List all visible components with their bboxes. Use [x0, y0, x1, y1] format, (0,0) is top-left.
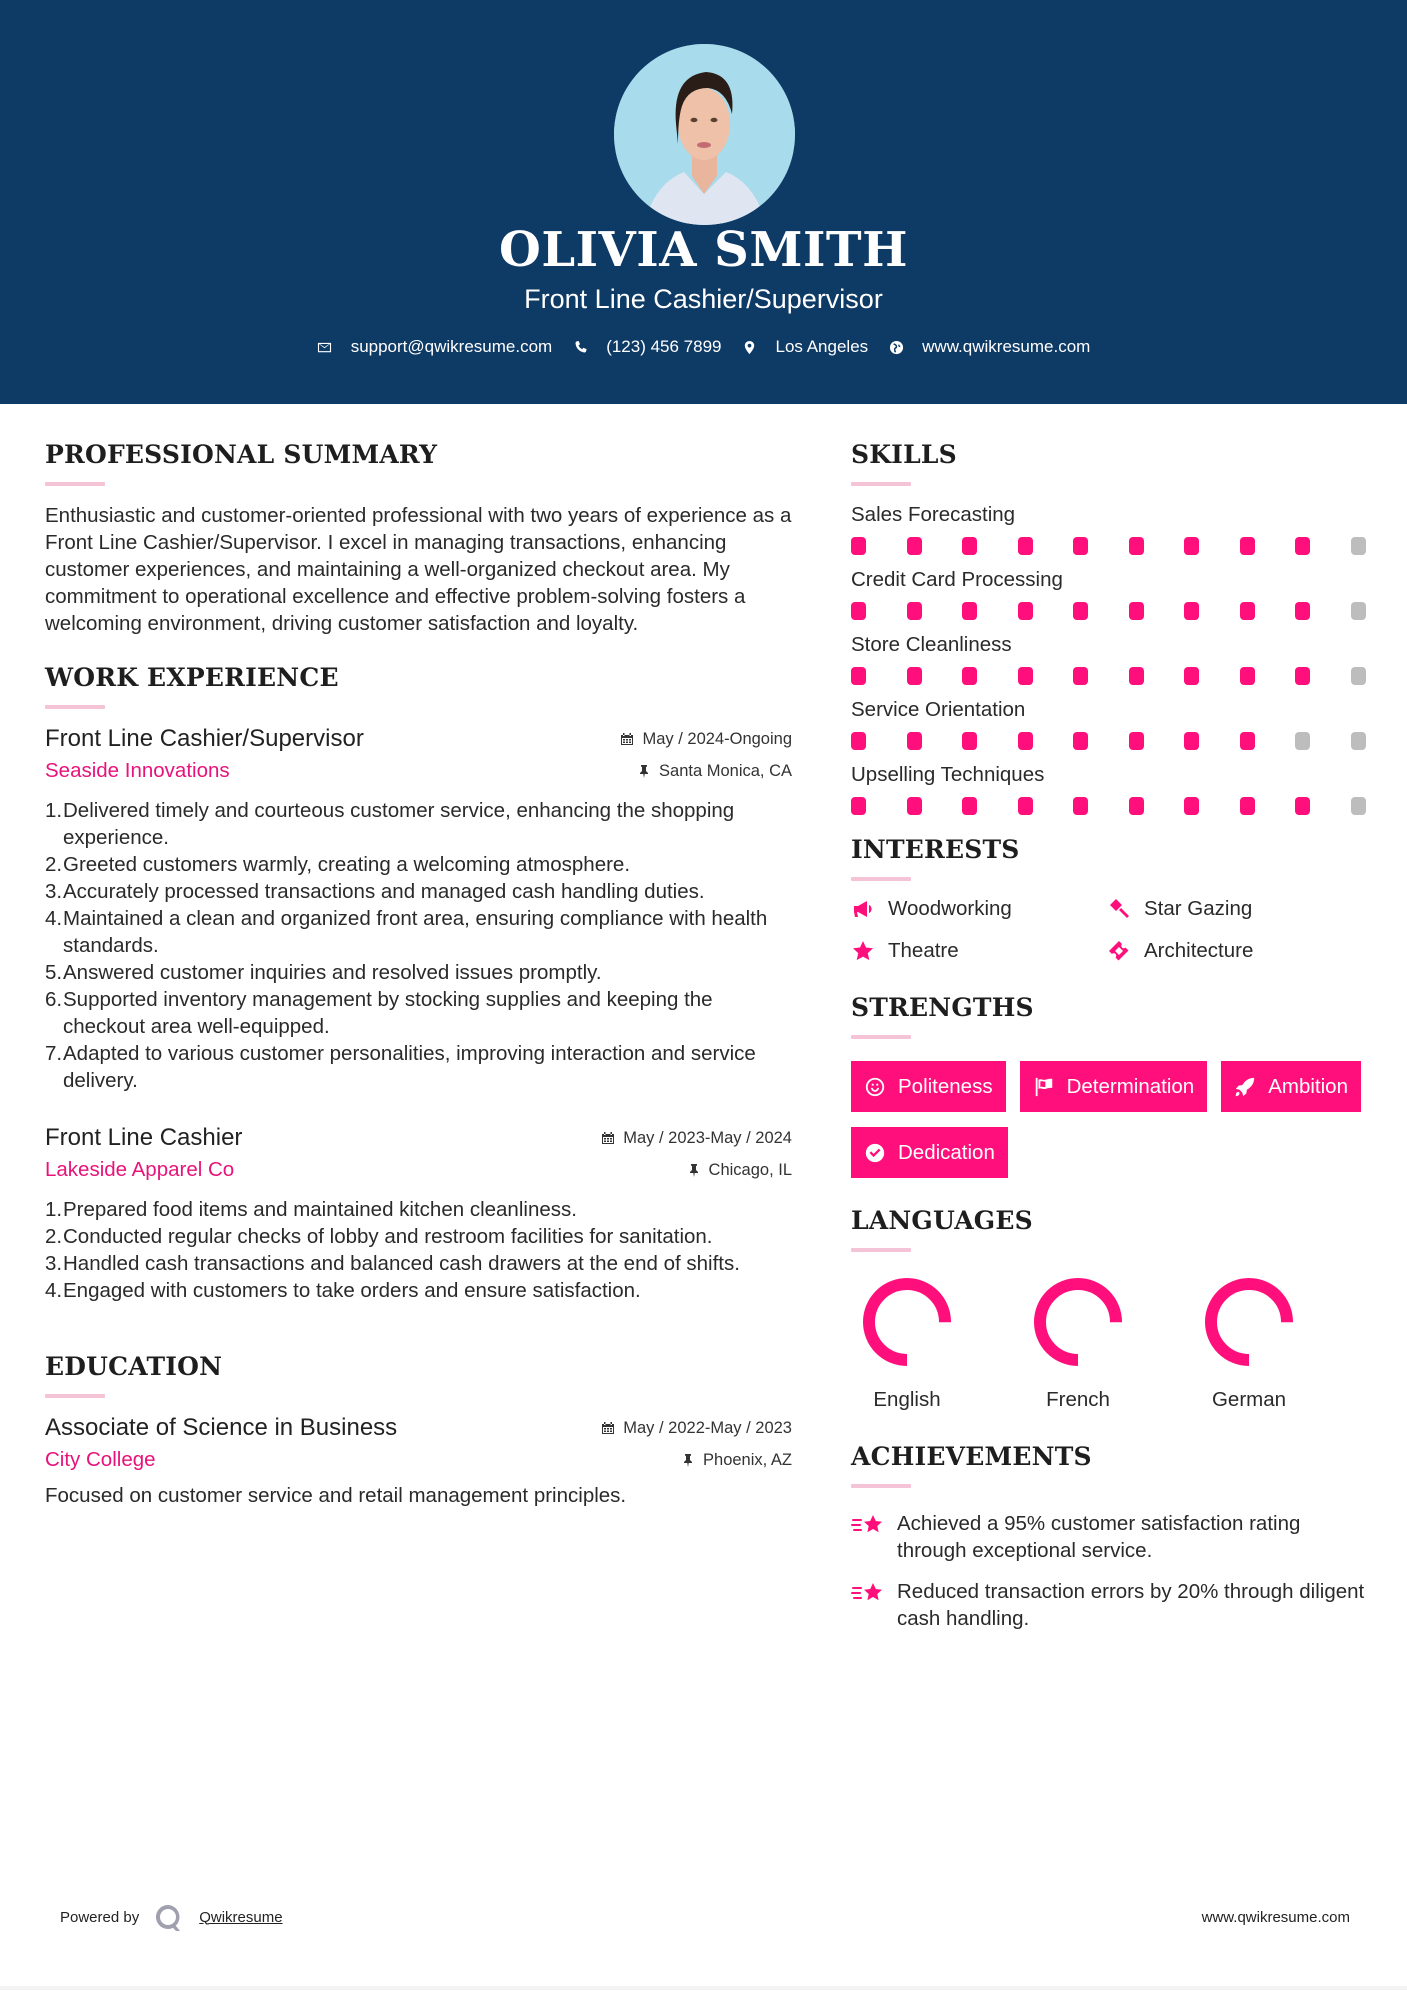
rating-dot-filled	[1240, 732, 1255, 750]
education-location-text: Phoenix, AZ	[703, 1450, 792, 1469]
contact-email[interactable]	[317, 337, 553, 357]
candidate-name: OLIVIA SMITH	[499, 222, 908, 278]
interest-item	[851, 939, 1107, 963]
rating-dot-empty	[1351, 537, 1366, 555]
website-text: www.qwikresume.com	[922, 337, 1091, 356]
left-column	[45, 440, 792, 1539]
strength-label: Dedication	[898, 1140, 995, 1164]
job-dates	[620, 730, 792, 749]
language-item	[1022, 1272, 1193, 1412]
section-divider	[45, 482, 105, 486]
job-dates-text: May / 2023-May / 2024	[623, 1128, 792, 1147]
rating-dot-filled	[1073, 537, 1088, 555]
skill-name: Store Cleanliness	[851, 633, 1012, 656]
contact-website[interactable]	[888, 337, 1090, 357]
education-location	[681, 1451, 792, 1470]
skill-item	[851, 502, 1366, 555]
rating-dot-filled	[1129, 602, 1144, 620]
section-title-languages: LANGUAGES	[851, 1206, 1033, 1235]
interest-label: Theatre	[888, 939, 959, 962]
rating-dot-filled	[851, 602, 866, 620]
school-name: City College	[45, 1448, 156, 1471]
interests-grid	[851, 897, 1366, 963]
duty-item: 3. Handled cash transactions and balanced cash drawers at the end of shifts.	[45, 1252, 740, 1275]
skills-list	[851, 502, 1366, 815]
rating-dot-filled	[1129, 667, 1144, 685]
duty-item: 4. Engaged with customers to take orders and ensure satisfaction.	[45, 1279, 641, 1302]
section-divider	[851, 877, 911, 881]
contact-phone[interactable]	[572, 337, 721, 357]
map-pin-icon	[742, 339, 758, 355]
interest-label: Star Gazing	[1144, 897, 1253, 920]
language-name: German	[1211, 1388, 1287, 1411]
rating-dot-filled	[907, 602, 922, 620]
strengths-list	[851, 1061, 1366, 1178]
rating-dot-filled	[1018, 667, 1033, 685]
section-divider	[851, 1484, 911, 1488]
section-title-interests: INTERESTS	[851, 835, 1020, 864]
calendar-icon	[601, 1421, 615, 1435]
language-name: French	[1046, 1388, 1110, 1411]
achievements-section	[851, 1442, 1366, 1632]
rating-dot-filled	[851, 537, 866, 555]
rating-dot-filled	[1073, 602, 1088, 620]
rating-dot-filled	[1129, 797, 1144, 815]
phone-text: (123) 456 7899	[606, 337, 722, 356]
rocket-icon	[1234, 1076, 1256, 1098]
achievement-text: Reduced transaction errors by 20% through diligent cash handling.	[897, 1580, 1365, 1630]
achievement-text: Achieved a 95% customer satisfaction rating through exceptional service.	[897, 1512, 1301, 1562]
section-title-education: EDUCATION	[45, 1352, 223, 1381]
skill-name: Service Orientation	[851, 698, 1026, 721]
rating-dot-filled	[851, 732, 866, 750]
rating-dot-filled	[1240, 602, 1255, 620]
strength-label: Politeness	[898, 1074, 993, 1098]
candidate-title: Front Line Cashier/Supervisor	[524, 284, 883, 314]
powered-by-text: Powered by	[60, 1908, 140, 1926]
rating-dot-filled	[851, 797, 866, 815]
rating-dot-filled	[1240, 797, 1255, 815]
rating-dot-filled	[1184, 537, 1199, 555]
degree-title: Associate of Science in Business	[45, 1414, 398, 1441]
calendar-icon	[620, 732, 634, 746]
bullhorn-icon	[851, 897, 875, 921]
strength-label: Determination	[1066, 1074, 1195, 1098]
rating-dot-empty	[1351, 602, 1366, 620]
rating-dot-empty	[1351, 797, 1366, 815]
skills-section	[851, 440, 1366, 815]
skill-name: Sales Forecasting	[851, 503, 1016, 526]
skill-name: Credit Card Processing	[851, 568, 1063, 591]
rating-dot-empty	[1351, 667, 1366, 685]
section-divider	[851, 482, 911, 486]
phone-icon	[572, 339, 588, 355]
job-location	[687, 1161, 792, 1180]
interest-item	[1107, 939, 1363, 963]
rating-dot-filled	[962, 797, 977, 815]
rating-dot-filled	[1240, 537, 1255, 555]
rating-dot-filled	[851, 667, 866, 685]
pushpin-icon	[681, 1453, 695, 1467]
education-entry	[45, 1414, 792, 1509]
job-duties	[45, 797, 792, 1094]
company-name: Lakeside Apparel Co	[45, 1158, 235, 1181]
page-bottom-edge	[0, 1986, 1407, 1990]
language-progress-ring	[1028, 1272, 1128, 1372]
section-title-skills: SKILLS	[851, 440, 957, 469]
education-dates	[601, 1419, 792, 1438]
location-text: Los Angeles	[775, 337, 869, 356]
rating-dot-filled	[907, 667, 922, 685]
job-dates	[601, 1129, 792, 1148]
strength-label: Ambition	[1268, 1074, 1348, 1098]
pushpin-icon	[687, 1163, 701, 1177]
rating-dot-empty	[1351, 732, 1366, 750]
rating-dot-empty	[1295, 732, 1310, 750]
skill-rating	[851, 797, 1366, 815]
section-divider	[851, 1248, 911, 1252]
envelope-icon	[317, 339, 333, 355]
rating-dot-filled	[1018, 602, 1033, 620]
skill-item	[851, 762, 1366, 815]
section-title-summary: PROFESSIONAL SUMMARY	[45, 440, 438, 469]
rating-dot-filled	[1018, 537, 1033, 555]
rating-dot-filled	[962, 602, 977, 620]
language-name: English	[873, 1388, 941, 1411]
rating-dot-filled	[1184, 667, 1199, 685]
education-section	[45, 1352, 792, 1509]
ticket-icon	[1107, 939, 1131, 963]
job-location	[637, 762, 792, 781]
section-title-achievements: ACHIEVEMENTS	[851, 1442, 1092, 1471]
language-progress-ring	[857, 1272, 957, 1372]
contact-location	[742, 337, 869, 357]
duty-item: 1. Delivered timely and courteous customer service, enhancing the shopping experience.	[45, 799, 735, 849]
job-entry	[45, 725, 792, 1094]
rating-dot-filled	[1184, 602, 1199, 620]
rating-dot-filled	[1295, 667, 1310, 685]
rating-dot-filled	[1184, 797, 1199, 815]
education-description: Focused on customer service and retail management principles.	[45, 1484, 627, 1507]
duty-item: 3. Accurately processed transactions and managed cash handling duties.	[45, 880, 705, 903]
section-divider	[45, 1394, 105, 1398]
duty-item: 7. Adapted to various customer personalities, improving interaction and service delivery.	[45, 1042, 756, 1092]
section-title-strengths: STRENGTHS	[851, 993, 1034, 1022]
duty-item: 2. Greeted customers warmly, creating a welcoming atmosphere.	[45, 853, 631, 876]
powered-by	[60, 1902, 283, 1932]
language-progress-ring	[1199, 1272, 1299, 1372]
contact-bar	[0, 337, 1407, 357]
interest-item	[851, 897, 1107, 921]
duty-item: 6. Supported inventory management by stocking supplies and keeping the checkout area well-equipped.	[45, 988, 713, 1038]
rating-dot-filled	[1073, 732, 1088, 750]
duty-item: 1. Prepared food items and maintained kitchen cleanliness.	[45, 1198, 577, 1221]
rating-dot-filled	[962, 667, 977, 685]
section-title-experience: WORK EXPERIENCE	[45, 663, 339, 692]
language-item	[1193, 1272, 1364, 1412]
qwikresume-link[interactable]: Qwikresume	[199, 1908, 283, 1926]
achievement-item	[851, 1578, 1366, 1632]
duty-item: 4. Maintained a clean and organized front area, ensuring compliance with health standards.	[45, 907, 768, 957]
rating-dot-filled	[1018, 732, 1033, 750]
rating-dot-filled	[907, 537, 922, 555]
job-title: Front Line Cashier	[45, 1124, 243, 1151]
company-name: Seaside Innovations	[45, 759, 230, 782]
rating-dot-filled	[1240, 667, 1255, 685]
section-divider	[851, 1035, 911, 1039]
rating-dot-filled	[1295, 797, 1310, 815]
avatar	[614, 44, 795, 225]
rating-dot-filled	[962, 537, 977, 555]
education-dates-text: May / 2022-May / 2023	[623, 1418, 792, 1437]
rating-dot-filled	[1018, 797, 1033, 815]
star-icon	[851, 939, 875, 963]
strength-badge	[1020, 1061, 1208, 1112]
section-divider	[45, 705, 105, 709]
summary-section	[45, 440, 792, 637]
globe-icon	[888, 339, 904, 355]
languages-section	[851, 1206, 1366, 1412]
pushpin-icon	[637, 764, 651, 778]
rating-dot-filled	[1073, 797, 1088, 815]
email-text: support@qwikresume.com	[350, 337, 553, 356]
skill-rating	[851, 537, 1366, 555]
check-circle-icon	[864, 1142, 886, 1164]
summary-text: Enthusiastic and customer-oriented professional with two years of experience as a Front Line Cashier/Supervisor. I excel in managing transactions, enhancing customer experiences, and maintaining a well-organized checkout area. My commitment to operational excellence and effective problem-solving fosters a welcoming environment, driving customer satisfaction and loyalty.	[45, 504, 792, 635]
calendar-icon	[601, 1131, 615, 1145]
job-location-text: Chicago, IL	[708, 1160, 792, 1179]
experience-section	[45, 663, 792, 1304]
profile-photo	[614, 44, 795, 225]
rating-dot-filled	[1295, 602, 1310, 620]
duty-item: 2. Conducted regular checks of lobby and restroom facilities for sanitation.	[45, 1225, 713, 1248]
resume-header	[0, 0, 1407, 404]
duty-item: 5. Answered customer inquiries and resolved issues promptly.	[45, 961, 602, 984]
strengths-section	[851, 993, 1366, 1178]
skill-rating	[851, 667, 1366, 685]
footer-website[interactable]: www.qwikresume.com	[1201, 1908, 1350, 1926]
rating-dot-filled	[1129, 537, 1144, 555]
interest-label: Woodworking	[888, 897, 1012, 920]
rating-dot-filled	[1295, 537, 1310, 555]
languages-list	[851, 1272, 1366, 1412]
strength-badge	[851, 1127, 1008, 1178]
flag-icon	[1033, 1076, 1055, 1098]
achievement-item	[851, 1510, 1366, 1564]
shooting-star-icon	[851, 1580, 885, 1608]
job-dates-text: May / 2024-Ongoing	[642, 729, 792, 748]
gavel-icon	[1107, 897, 1131, 921]
skill-item	[851, 632, 1366, 685]
skill-rating	[851, 732, 1366, 750]
interest-label: Architecture	[1144, 939, 1254, 962]
job-entry	[45, 1124, 792, 1304]
rating-dot-filled	[907, 797, 922, 815]
right-column	[851, 440, 1366, 1646]
qwikresume-logo-icon	[153, 1902, 183, 1932]
rating-dot-filled	[1073, 667, 1088, 685]
skill-rating	[851, 602, 1366, 620]
strength-badge	[1221, 1061, 1361, 1112]
shooting-star-icon	[851, 1512, 885, 1540]
skill-item	[851, 697, 1366, 750]
skill-name: Upselling Techniques	[851, 763, 1045, 786]
strength-badge	[851, 1061, 1006, 1112]
smile-icon	[864, 1076, 886, 1098]
footer	[60, 1902, 1350, 1932]
interests-section	[851, 835, 1366, 963]
skill-item	[851, 567, 1366, 620]
rating-dot-filled	[1184, 732, 1199, 750]
rating-dot-filled	[962, 732, 977, 750]
rating-dot-filled	[907, 732, 922, 750]
job-location-text: Santa Monica, CA	[659, 761, 792, 780]
rating-dot-filled	[1129, 732, 1144, 750]
job-title: Front Line Cashier/Supervisor	[45, 725, 364, 752]
interest-item	[1107, 897, 1363, 921]
language-item	[851, 1272, 1022, 1412]
job-duties	[45, 1196, 792, 1304]
